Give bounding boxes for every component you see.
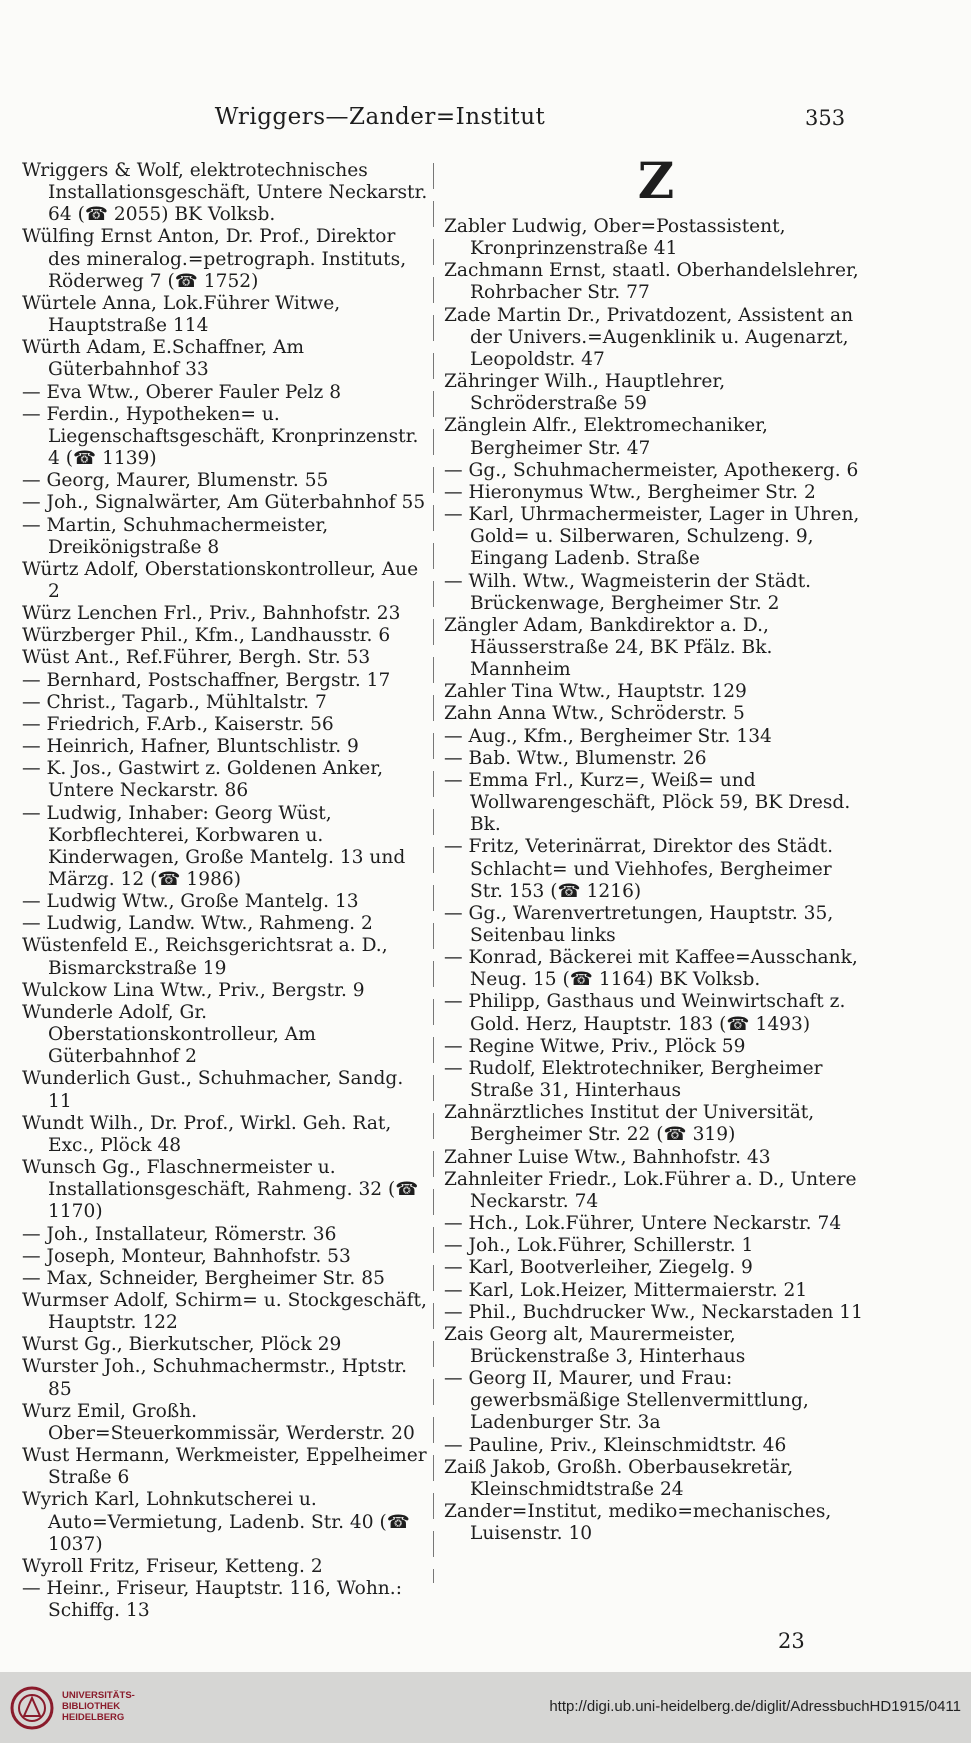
left-column bbox=[22, 160, 430, 1622]
directory-entry: — Karl, Uhrmachermeister, Lager in Uhren, Gold= u. Silberwaren, Schulzeng. 9, Eingang Ladenb. Straße bbox=[444, 504, 860, 570]
directory-entry: Würtz Adolf, Oberstationskontrolleur, Aue 2 bbox=[22, 558, 419, 602]
section-letter: Z bbox=[637, 151, 675, 210]
directory-entry: — Rudolf, Elektrotechniker, Bergheimer Straße 31, Hinterhaus bbox=[444, 1057, 823, 1102]
directory-entry: — Hieronymus Wtw., Bergheimer Str. 2 bbox=[444, 481, 816, 503]
directory-entry: — Karl, Lok.Heizer, Mittermaierstr. 21 bbox=[444, 1279, 808, 1301]
directory-entry: Würth Adam, E.Schaffner, Am Güterbahnhof 33 bbox=[22, 337, 305, 381]
directory-entry: — Philipp, Gasthaus und Weinwirtschaft z. Gold. Herz, Hauptstr. 183 (☎ 1493) bbox=[444, 991, 846, 1035]
directory-entry: — Hch., Lok.Führer, Untere Neckarstr. 74 bbox=[444, 1213, 842, 1235]
directory-entry: Zängler Adam, Bankdirektor a. D., Häusserstraße 24, BK Pfälz. Bk. Mannheim bbox=[444, 614, 773, 681]
directory-entry: — Heinr., Friseur, Hauptstr. 116, Wohn.: Schiffg. 13 bbox=[22, 1578, 402, 1622]
directory-entry: — Georg II, Maurer, und Frau: gewerbsmäßige Stellenvermittlung, Ladenburger Str. 3a bbox=[444, 1368, 809, 1434]
directory-entry: Zabler Ludwig, Ober=Postassistent, Kronprinzenstraße 41 bbox=[444, 216, 786, 260]
directory-entry: Wurster Joh., Schuhmachermstr., Hptstr. 85 bbox=[22, 1356, 408, 1400]
directory-entry: — Phil., Buchdrucker Ww., Neckarstaden 11 bbox=[444, 1301, 863, 1323]
directory-entry: Zahner Luise Wtw., Bahnhofstr. 43 bbox=[444, 1146, 771, 1168]
directory-entry: Wust Hermann, Werkmeister, Eppelheimer Straße 6 bbox=[22, 1445, 427, 1489]
source-url[interactable]: http://digi.ub.uni-heidelberg.de/diglit/AdressbuchHD1915/0411 bbox=[549, 1698, 961, 1715]
directory-entry: — Karl, Bootverleiher, Ziegelg. 9 bbox=[444, 1257, 753, 1279]
directory-entry: Wundt Wilh., Dr. Prof., Wirkl. Geh. Rat, Exc., Plöck 48 bbox=[22, 1112, 392, 1156]
directory-entry: Zahler Tina Wtw., Hauptstr. 129 bbox=[444, 681, 747, 703]
directory-entry: Würtele Anna, Lok.Führer Witwe, Hauptstraße 114 bbox=[22, 292, 341, 337]
directory-entry: Wyrich Karl, Lohnkutscherei u. Auto=Vermietung, Ladenb. Str. 40 (☎ 1037) bbox=[22, 1489, 410, 1555]
directory-entry: — Joh., Signalwärter, Am Güterbahnhof 55 bbox=[22, 492, 426, 514]
directory-entry: Zander=Institut, mediko=mechanisches, Luisenstr. 10 bbox=[444, 1501, 832, 1545]
directory-entry: Zais Georg alt, Maurermeister, Brückenstraße 3, Hinterhaus bbox=[444, 1323, 746, 1367]
directory-entry: — Heinrich, Hafner, Bluntschlistr. 9 bbox=[22, 736, 359, 758]
directory-entry: — Joh., Installateur, Römerstr. 36 bbox=[22, 1223, 337, 1245]
directory-entry: — Gg., Warenvertretungen, Hauptstr. 35, Seitenbau links bbox=[444, 902, 834, 946]
directory-entry: Wurz Emil, Großh. Ober=Steuerkommissär, Werderstr. 20 bbox=[22, 1400, 415, 1444]
directory-entry: Würzberger Phil., Kfm., Landhausstr. 6 bbox=[22, 625, 391, 647]
directory-entry: Wunderlich Gust., Schuhmacher, Sandg. 11 bbox=[22, 1068, 404, 1112]
university-seal-icon bbox=[10, 1686, 54, 1730]
directory-entry: Wulckow Lina Wtw., Priv., Bergstr. 9 bbox=[22, 979, 365, 1001]
directory-entry: — Fritz, Veterinärrat, Direktor des Städt. Schlacht= und Viehhofes, Bergheimer Str. 153 (☎ 1216) bbox=[444, 836, 833, 902]
directory-entry: — Martin, Schuhmachermeister, Dreikönigstraße 8 bbox=[22, 514, 329, 558]
directory-entry: — Max, Schneider, Bergheimer Str. 85 bbox=[22, 1267, 385, 1289]
directory-entry: Würz Lenchen Frl., Priv., Bahnhofstr. 23 bbox=[22, 603, 401, 625]
directory-entry: — Ferdin., Hypotheken= u. Liegenschaftsgeschäft, Kronprinzenstr. 4 (☎ 1139) bbox=[22, 403, 419, 470]
directory-entry: Zähringer Wilh., Hauptlehrer, Schröderstraße 59 bbox=[444, 371, 726, 415]
directory-entry: — Bernhard, Postschaffner, Bergstr. 17 bbox=[22, 669, 391, 691]
signature-mark: 23 bbox=[778, 1629, 805, 1653]
directory-entry: — Ludwig Wtw., Große Mantelg. 13 bbox=[22, 891, 359, 913]
right-column bbox=[444, 151, 868, 1545]
directory-entry: — Emma Frl., Kurz=, Weiß= und Wollwarengeschäft, Plöck 59, BK Dresd. Bk. bbox=[444, 769, 851, 836]
directory-entry: — Joh., Lok.Führer, Schillerstr. 1 bbox=[444, 1235, 754, 1257]
directory-entry: Wüstenfeld E., Reichsgerichtsrat a. D., Bismarckstraße 19 bbox=[22, 935, 388, 979]
directory-entry: — Georg, Maurer, Blumenstr. 55 bbox=[22, 470, 329, 492]
directory-entry: — Eva Wtw., Oberer Fauler Pelz 8 bbox=[22, 381, 342, 403]
page-title: Wriggers—Zander=Institut bbox=[214, 104, 546, 130]
directory-entry: — Ludwig, Landw. Wtw., Rahmeng. 2 bbox=[22, 913, 373, 935]
directory-entry: — Pauline, Priv., Kleinschmidtstr. 46 bbox=[444, 1434, 787, 1456]
directory-entry: Zahn Anna Wtw., Schröderstr. 5 bbox=[444, 703, 745, 725]
directory-entry: — Christ., Tagarb., Mühltalstr. 7 bbox=[22, 691, 327, 713]
directory-entry: Zänglein Alfr., Elektromechaniker, Bergheimer Str. 47 bbox=[444, 415, 768, 459]
directory-entry: — Ludwig, Inhaber: Georg Wüst, Korbflechterei, Korbwaren u. Kinderwagen, Große Mantelg. 13 und Märzg. 12 (☎ 1986) bbox=[22, 802, 406, 890]
directory-entry: — Joseph, Monteur, Bahnhofstr. 53 bbox=[22, 1245, 351, 1267]
directory-entry: — Bab. Wtw., Blumenstr. 26 bbox=[444, 747, 707, 769]
directory-entry: Wyroll Fritz, Friseur, Ketteng. 2 bbox=[22, 1555, 323, 1577]
directory-entry: Zaiß Jakob, Großh. Oberbausekretär, Kleinschmidtstraße 24 bbox=[444, 1456, 794, 1500]
directory-entry: Zahnärztliches Institut der Universität, Bergheimer Str. 22 (☎ 319) bbox=[444, 1102, 815, 1146]
directory-entry: — K. Jos., Gastwirt z. Goldenen Anker, Untere Neckarstr. 86 bbox=[22, 758, 384, 802]
directory-entry: Wriggers & Wolf, elektrotechnisches Installationsgeschäft, Untere Neckarstr. 64 (☎ 2055) BK Volksb. bbox=[22, 160, 428, 226]
directory-entry: — Friedrich, F.Arb., Kaiserstr. 56 bbox=[22, 713, 334, 735]
directory-entry: — Wilh. Wtw., Wagmeisterin der Städt. Brückenwage, Bergheimer Str. 2 bbox=[444, 570, 812, 614]
directory-entry: Wurmser Adolf, Schirm= u. Stockgeschäft, Hauptstr. 122 bbox=[22, 1289, 427, 1334]
directory-entry: Zachmann Ernst, staatl. Oberhandelslehrer, Rohrbacher Str. 77 bbox=[444, 260, 859, 304]
directory-entry: Wunsch Gg., Flaschnermeister u. Installationsgeschäft, Rahmeng. 32 (☎ 1170) bbox=[22, 1157, 419, 1223]
directory-entry: Wurst Gg., Bierkutscher, Plöck 29 bbox=[22, 1334, 342, 1356]
directory-entry: Zahnleiter Friedr., Lok.Führer a. D., Untere Neckarstr. 74 bbox=[444, 1168, 857, 1212]
directory-entry: — Gg., Schuhmachermeister, Apotheкerg. 6 bbox=[444, 459, 859, 481]
column-divider bbox=[433, 163, 434, 1583]
directory-entry: — Regine Witwe, Priv., Plöck 59 bbox=[444, 1035, 746, 1057]
directory-entry: Zade Martin Dr., Privatdozent, Assistent an der Univers.=Augenklinik u. Augenarzt, Leopoldstr. 47 bbox=[444, 304, 854, 370]
directory-entry: — Konrad, Bäckerei mit Kaffee=Ausschank, Neug. 15 (☎ 1164) BK Volksb. bbox=[444, 947, 858, 991]
page-number: 353 bbox=[805, 106, 846, 130]
directory-entry: Wunderle Adolf, Gr. Oberstationskontrolleur, Am Güterbahnhof 2 bbox=[22, 1001, 316, 1068]
directory-entry: Wüst Ant., Ref.Führer, Bergh. Str. 53 bbox=[22, 647, 371, 669]
directory-entry: — Aug., Kfm., Bergheimer Str. 134 bbox=[444, 725, 772, 747]
directory-entry: Wülfing Ernst Anton, Dr. Prof., Direktor des mineralog.=petrograph. Instituts, Röderweg 7 (☎ 1752) bbox=[22, 226, 407, 292]
library-name: UNIVERSITÄTS- BIBLIOTHEK HEIDELBERG bbox=[62, 1690, 135, 1723]
